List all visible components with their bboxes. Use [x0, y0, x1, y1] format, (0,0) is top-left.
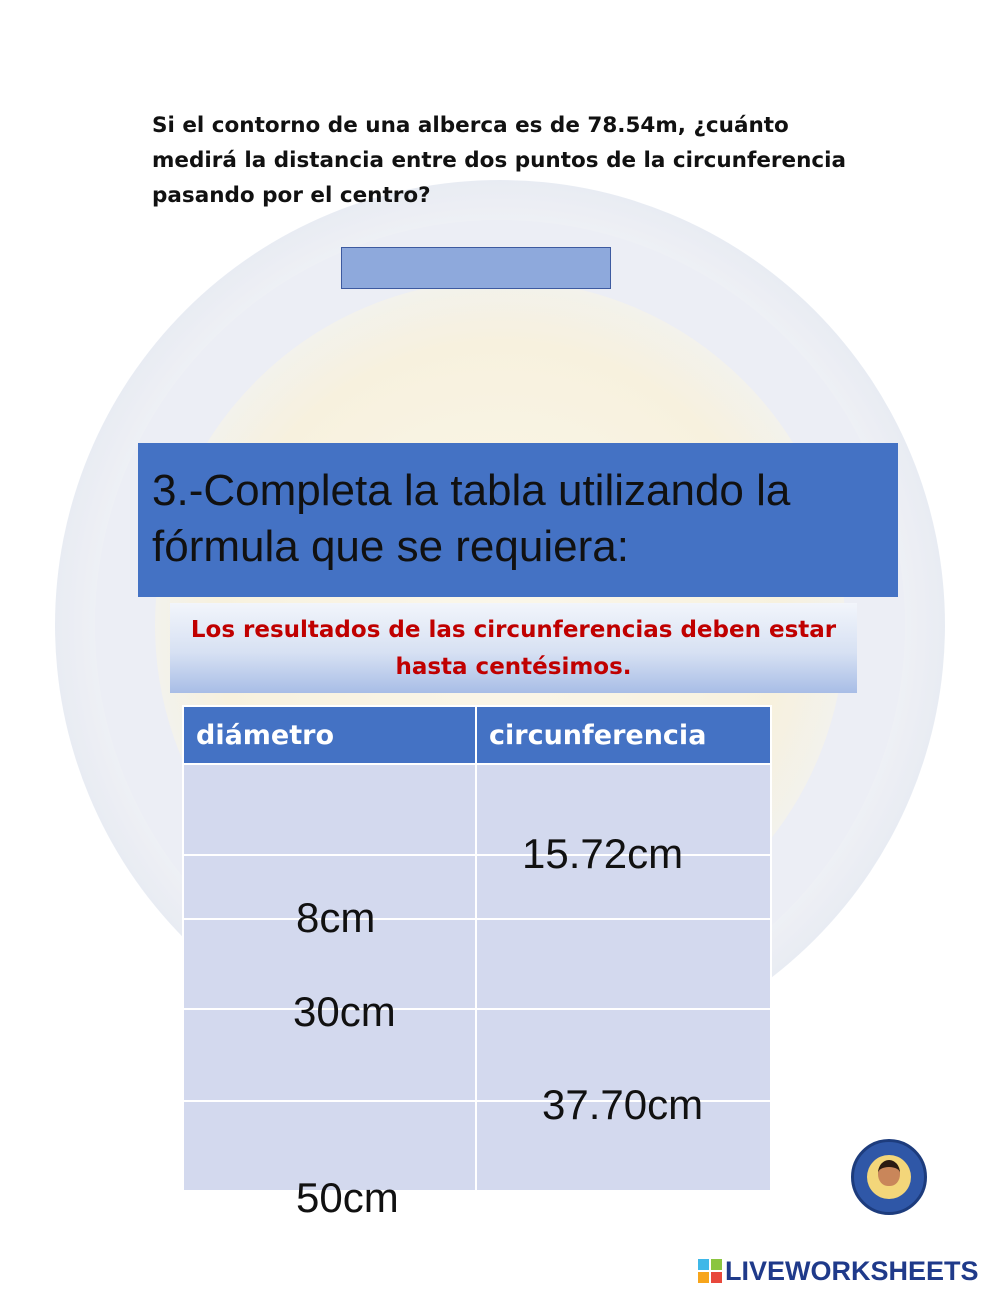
section-title-line-2: fórmula que se requiera:	[152, 522, 629, 571]
header-circumference: circunferencia	[476, 706, 771, 764]
table-row	[183, 764, 771, 855]
diameter-cell-5: 50cm	[183, 1101, 476, 1191]
diameter-cell-3: 30cm	[183, 919, 476, 1009]
circumference-input-3[interactable]	[476, 919, 771, 1009]
contenido-de-calidad-logo	[851, 1139, 927, 1215]
liveworksheets-logo[interactable]	[698, 1254, 979, 1288]
section-title-banner	[138, 443, 898, 597]
table-row	[183, 919, 771, 1009]
question-text	[152, 108, 852, 213]
diameter-circumference-table	[182, 705, 772, 1221]
header-diameter: diámetro	[183, 706, 476, 764]
note-line-1: Los resultados de las circunferencias deben estar	[190, 617, 837, 643]
table-row	[183, 1009, 771, 1101]
diameter-input-1[interactable]	[183, 764, 476, 855]
question-line-2: medirá la distancia entre dos puntos de la circunferencia	[152, 148, 847, 173]
note-line-2: hasta centésimos.	[395, 654, 632, 680]
question-line-3: pasando por el centro?	[152, 183, 431, 208]
diameter-cell-2: 8cm	[183, 855, 476, 919]
brand-name: LIVEWORKSHEETS	[725, 1255, 979, 1286]
rounding-note	[170, 603, 857, 693]
section-title-line-1: 3.-Completa la tabla utilizando la	[152, 466, 791, 515]
liveworksheets-squares-icon	[698, 1259, 722, 1283]
circumference-cell-4: 37.70cm	[476, 1009, 771, 1101]
circumference-cell-1: 15.72cm	[476, 764, 771, 855]
question-line-1: Si el contorno de una alberca es de 78.54m, ¿cuánto	[152, 113, 789, 138]
answer-input[interactable]	[341, 247, 611, 289]
